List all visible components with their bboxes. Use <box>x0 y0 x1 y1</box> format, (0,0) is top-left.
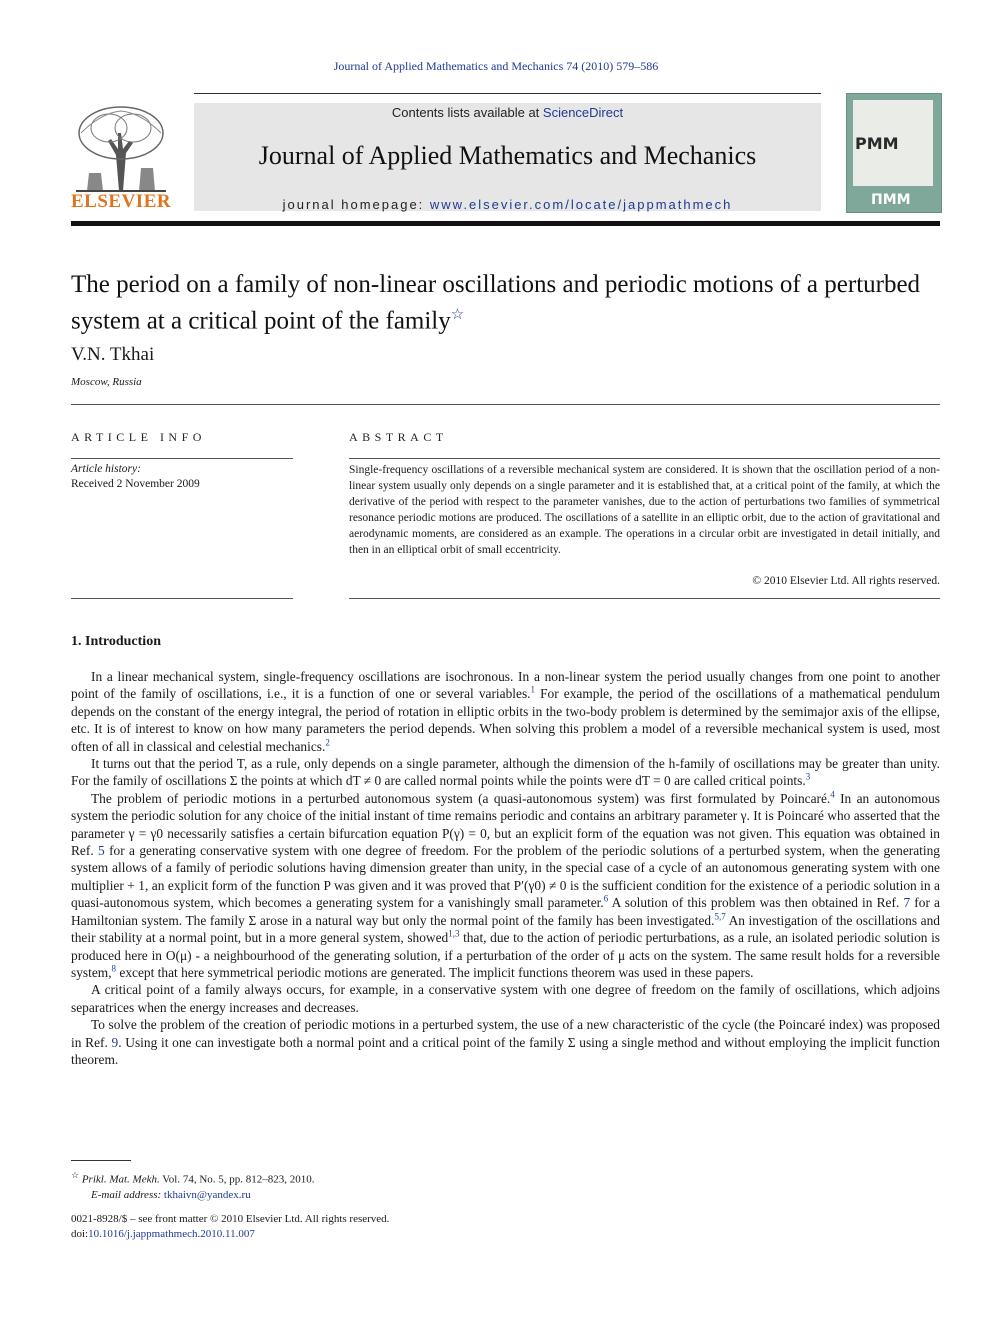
paragraph <box>71 1016 940 1068</box>
paragraph <box>71 790 940 981</box>
paragraph-text: A critical point of a family always occurs, for example, in a conservative system with one degree of freedom on the family of oscillations, which adjoins separatrices when the energy increases and decreases. <box>71 982 940 1015</box>
cover-mark: PMM <box>855 134 899 153</box>
banner-rule <box>194 93 821 94</box>
journal-banner <box>194 103 821 211</box>
email-link[interactable]: tkhaivn@yandex.ru <box>163 1188 251 1201</box>
history-label: Article history: <box>71 463 141 475</box>
issn-line: 0021-8928/$ – see front matter © 2010 Elsevier Ltd. All rights reserved. <box>71 1213 390 1225</box>
doi-prefix: doi: <box>71 1228 89 1240</box>
paragraph-text: The problem of periodic motions in a perturbed autonomous system (a quasi-autonomous system) was first formulated by Poincaré. <box>91 790 831 806</box>
article-title <box>71 270 940 336</box>
homepage-prefix: journal homepage: <box>282 197 430 212</box>
homepage-line <box>194 197 821 212</box>
article-info-heading: ARTICLE INFO <box>71 430 206 444</box>
title-text: The period on a family of non-linear oscillations and periodic motions of a perturbed system at a critical point of the family <box>71 271 921 335</box>
footnote <box>71 1168 315 1203</box>
footnote-mark: ☆ <box>71 1170 80 1180</box>
ref-link[interactable]: 1,3 <box>448 928 460 939</box>
author-name: V.N. Tkhai <box>71 344 155 365</box>
paragraph-text: except that here symmetrical periodic motions are generated. The implicit functions theorem was used in these papers. <box>116 964 754 980</box>
paragraph-text: A solution of this problem was then obtained in Ref. <box>608 895 904 911</box>
article-history <box>71 462 200 491</box>
footnote-email-line <box>71 1188 315 1203</box>
email-label: E-mail address: <box>91 1188 164 1201</box>
introduction-body <box>71 668 940 1068</box>
ref-link[interactable]: 8 <box>111 963 117 974</box>
journal-name: Journal of Applied Mathematics and Mechanics <box>258 141 757 170</box>
cover-bottom-mark: ПММ <box>871 192 911 208</box>
footnote-rule <box>71 1160 131 1161</box>
ref-link[interactable]: 1 <box>530 684 536 695</box>
doi-line <box>71 1227 389 1242</box>
homepage-link[interactable]: www.elsevier.com/locate/jappmathmech <box>429 197 733 212</box>
divider <box>349 458 940 459</box>
paragraph-text: for a generating conservative system with one degree of freedom. For the problem of the periodic solutions of a perturbed system, when the generating system allows of a family of periodic solutions having dimension greater than unity, in the special case of a cycle of an autonomous generating system with one multiplier + 1, an explicit form of the function P was given and it was proved that P′(γ0) ≠ 0 is the sufficient condition for the existence of a periodic solution in a quasi-autonomous system, which becomes a generating system for a vanishingly small parameter. <box>71 843 940 911</box>
paragraph-text: for a Hamiltonian system. The family Σ arose in a natural way but only the normal point of the family has been investigated. <box>71 895 940 928</box>
paragraph <box>71 755 940 790</box>
paragraph <box>71 981 940 1016</box>
masthead <box>71 93 940 219</box>
ref-link[interactable]: 2 <box>325 737 330 748</box>
divider <box>71 404 940 405</box>
section-heading: 1. Introduction <box>71 634 161 649</box>
elsevier-tree-icon <box>71 103 171 193</box>
received-date: Received 2 November 2009 <box>71 477 200 490</box>
doi-link[interactable]: 10.1016/j.jappmathmech.2010.11.007 <box>88 1228 255 1240</box>
copyright-line: © 2010 Elsevier Ltd. All rights reserved. <box>752 575 940 587</box>
journal-cover-thumbnail[interactable] <box>846 93 942 213</box>
elsevier-logo[interactable] <box>71 103 171 213</box>
ref-link[interactable]: 5,7 <box>714 911 726 922</box>
paragraph-text: For example, the period of the oscillations of a mathematical pendulum depends on the constant of the energy integral, the period of rotation in elliptic orbits in the two-body problem is determined by the semimajor axis of the ellipse, etc. It is of interest to know on how many parameters the period depends. When solving this problem a model of a reversible mechanical system is used, most often of all in classical and celestial mechanics. <box>71 686 941 754</box>
paragraph-text: An investigation of the oscillations and their stability at a normal point, but in a more general system, showed <box>71 912 940 946</box>
ref-link[interactable]: 5 <box>98 843 105 859</box>
abstract-heading: ABSTRACT <box>349 430 448 444</box>
ref-link[interactable]: 7 <box>903 895 911 911</box>
abstract-text: Single-frequency oscillations of a reversible mechanical system are considered. It is shown that the oscillation period of a non-linear system usually only depends on a single parameter and it is established that, at a critical point of the family, at which the derivative of the period with respect to the parameter vanishes, due to the action of perturbations two families of symmetrical resonance periodic motions are produced. The oscillations of a satellite in an elliptic orbit, due to the action of gravitational and aerodynamic moments, are considered as an example. The operations in a circular orbit are investigated in detail initially, and then in an elliptical orbit of small eccentricity. <box>349 464 940 557</box>
masthead-rule <box>71 221 940 226</box>
ref-link[interactable]: 4 <box>830 789 835 800</box>
paragraph-text: It turns out that the period T, as a rule, only depends on a single parameter, although the dimension of the h-family of oscillations may be greater than unity. For the family of oscillations Σ the points at which dT ≠ 0 are called normal points while the points were dT = 0 are called critical points. <box>71 756 940 789</box>
footnote-source: Prikl. Mat. Mekh. <box>81 1173 160 1186</box>
divider <box>71 598 293 599</box>
footnote-source-detail: Vol. 74, No. 5, pp. 812–823, 2010. <box>159 1173 315 1186</box>
paragraph-text: that, due to the action of periodic perturbations, as a rule, an isolated periodic solution is produced here in O(μ) - a neighbourhood of the generating solution, if a perturbation of the order of μ acts on the system. The same result holds for a reversible system, <box>71 930 940 980</box>
front-matter <box>71 1212 389 1242</box>
affiliation: Moscow, Russia <box>71 376 142 388</box>
paragraph-text: In a linear mechanical system, single-frequency oscillations are isochronous. In a non-linear system the period usually changes from one point to another point of the family of oscillations, i.e., it is a function of one or several variables. <box>71 669 940 702</box>
contents-prefix: Contents lists available at <box>391 105 543 120</box>
footnote-source-line <box>71 1168 315 1188</box>
paragraph-text: In an autonomous system the periodic solution for any choice of the initial instant of time remains periodic and contains an arbitrary parameter γ. It is Poincaré who asserted that the parameter γ = γ0 necessarily satisfies a certain bifurcation equation P(γ) = 0, but an explicit form of the equation was not given. This equation was obtained in Ref. <box>71 790 940 859</box>
paragraph-text: To solve the problem of the creation of periodic motions in a perturbed system, the use of a new characteristic of the cycle (the Poincaré index) was proposed in Ref. <box>71 1017 940 1050</box>
ref-link[interactable]: 3 <box>805 771 811 782</box>
divider <box>349 598 940 599</box>
sciencedirect-link[interactable]: ScienceDirect <box>542 105 624 120</box>
ref-link[interactable]: 9 <box>111 1034 119 1050</box>
publisher-name: ELSEVIER <box>71 191 172 212</box>
paragraph <box>71 668 940 755</box>
ref-link[interactable]: 6 <box>603 893 609 904</box>
citation-link[interactable]: Journal of Applied Mathematics and Mechanics 74 (2010) 579–586 <box>333 59 659 73</box>
contents-line <box>194 105 821 120</box>
paragraph-text: . Using it one can investigate both a normal point and a critical point of the family Σ using a single method and without employing the implicit function theorem. <box>71 1034 940 1067</box>
divider <box>71 458 293 459</box>
journal-citation[interactable] <box>0 59 992 74</box>
title-footnote-mark[interactable]: ☆ <box>450 307 465 323</box>
